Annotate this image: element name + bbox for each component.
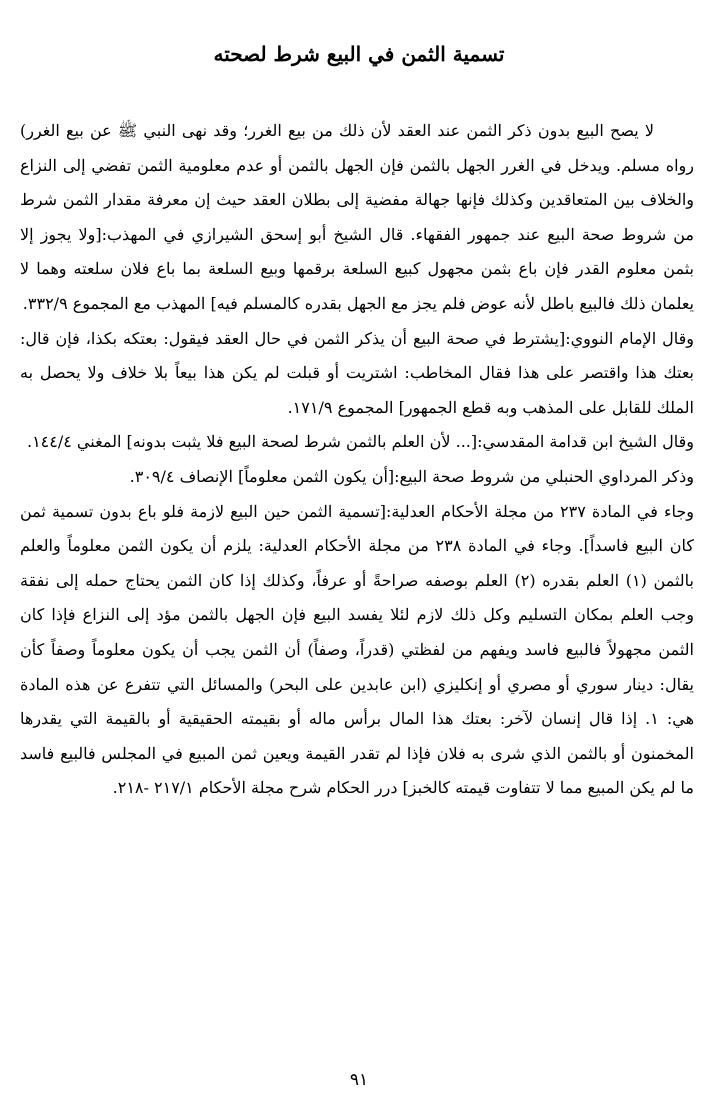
page-title: تسمية الثمن في البيع شرط لصحته xyxy=(213,42,505,66)
paragraph-intro: لا يصح البيع بدون ذكر الثمن عند العقد لأن ذلك من بيع الغرر؛ وقد نهى النبي ﷺ عن بيع الغرر) رواه مسلم. ويدخل في الغرر الجهل بالثمن فإن الجهل بالثمن أو عدم معلومية الثمن تفضي إلى النزاع والخلاف بين المتعاقدين وكذلك فإنها جهالة مفضية إلى بطلان العقد حيث إن معرفة مقدار الثمن شرط من شروط صحة البيع عند جمهور الفقهاء. قال الشيخ أبو إسحق الشيرازي في المهذب:[ولا يجوز إلا بثمن معلوم القدر فإن باع بثمن مجهول كبيع السلعة برقمها وبيع السلعة بما باع فلان سلعته وهما لا يعلمان ذلك فالبيع باطل لأنه عوض فلم يجز مع الجهل بقدره كالمسلم فيه] المهذب مع المجموع ٣٣٢/٩. xyxy=(20,121,694,313)
page-number: ٩١ xyxy=(349,1070,369,1090)
paragraph-majalla: وجاء في المادة ٢٣٧ من مجلة الأحكام العدلية:[تسمية الثمن حين البيع لازمة فلو باع بدون تسمية ثمن كان البيع فاسداً]. وجاء في المادة ٢٣٨ من مجلة الأحكام العدلية: يلزم أن يكون الثمن معلوماً والعلم بالثمن (١) العلم بقدره (٢) العلم بوصفه صراحةً أو عرفاً، وكذلك إذا كان الثمن يحتاج حمله إلى نفقة وجب العلم بمكان التسليم وكل ذلك لازم لئلا يفسد البيع فإن الجهل بالثمن مؤد إلى النزاع فإذا كان الثمن مجهولاً فالبيع فاسد ويفهم من لفظتي (قدراً، وصفاً) أن الثمن يجب أن يكون معلوماً وصفاً كأن يقال: دينار سوري أو مصري أو إنكليزي (ابن عابدين على البحر) والمسائل التي تتفرع عن هذه المادة هي: ١. إذا قال إنسان لآخر: بعتك هذا المال برأس ماله أو بقيمته الحقيقية أو بالقيمة التي يقدرها المخمنون أو بالثمن الذي شرى به فلان فإذا لم تقدر القيمة ويعين ثمن المبيع في المجلس فالبيع فاسد ما لم يكن المبيع مما لا تتفاوت قيمته كالخبز] درر الحكام شرح مجلة الأحكام ٢١٧/١ -٢١٨. xyxy=(20,501,695,798)
paragraph-nawawi: وقال الإمام النووي:[يشترط في صحة البيع أن يذكر الثمن في حال العقد فيقول: بعتكه بكذا، فإن قال: بعتك هذا واقتصر على هذا فقال المخاطب: اشتريت أو قبلت لم يكن هذا بيعاً بلا خلاف ولا يحصل به الملك للقابل على المذهب وبه قطع الجمهور] المجموع ١٧١/٩. xyxy=(20,328,694,417)
page-body xyxy=(20,114,694,806)
paragraph-mardawi: وذكر المرداوي الحنبلي من شروط صحة البيع:[أن يكون الثمن معلوماً] الإنصاف ٣٠٩/٤. xyxy=(129,466,694,486)
paragraph-ibn-qudama: وقال الشيخ ابن قدامة المقدسي:[... لأن العلم بالثمن شرط لصحة البيع فلا يثبت بدونه] المغني ١٤٤/٤. xyxy=(26,432,694,452)
